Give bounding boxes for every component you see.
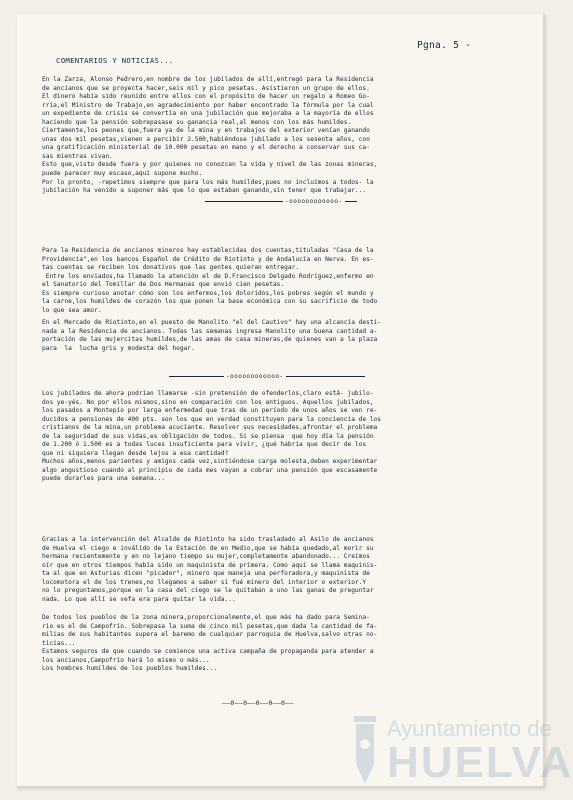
separator-dots-2 bbox=[169, 373, 365, 380]
section-title: COMENTARIOS Y NOTICIAS... bbox=[56, 56, 174, 65]
page-number: Pgna. 5 - bbox=[417, 40, 472, 51]
watermark bbox=[347, 714, 573, 794]
watermark-line-2: HUELVA bbox=[387, 738, 573, 787]
separator-dots-1 bbox=[205, 198, 357, 205]
paragraph-jubilados: Los jubilados de ahora podrían llamarse -sin pretensión de ofenderlos,claro está- jubilo- dos ye-yés. No por ellos mismos,sino en comparación con los antiguos. Aquellos jubilados, los pasados a Montepío por larga enfermedad que tras de un período de unos años se ven re- ducidos a pensiones de 400 pts. son los que en verdad constituyen para la conciencia de los cristianos de la mina,un problema acuciante. Resolver sus necesidades,afrontar el problema de la seguridad de sus vidas,es obligación de todos. Si se piensa que hoy día la pensión de 1.200 ó 1.500 es a todas luces insuficiente para vivir, ¿qué habría que decir de los que ni siquiera llegan desde lejos a esa cantidad? Muchos años,menos parientes y amigos cada vez,sintiéndose carga molesta,deben experimentar algo angustioso cuando al principio de cada mes vayan a cobrar una pensión que escasamente puede durarles para una semana... bbox=[42, 390, 381, 483]
paragraph-asilo-huelva: Gracias a la intervención del Alcalde de Riotinto ha sido trasladado al Asilo de ancianos de Huelva el ciego e inválido de la Estación de en Medio,que se había quedado,al morir su hermana recientemente y en no lejano tiempo su mujer,completamente abandonado... Creímos oír que en otros tiempos había sido un maquinista de primera. Como aquí se llama maquinis- ta al que en Asturias dicen "picador", minero que maneja una perforadora,y maquinista de locomotora el de los trenes,no llegamos a saber si fué minero del interior o exterior.Y no lo preguntamos,porque en la casa del ciego se le quitaban a uno las ganas de preguntar nada. Lo que allí se vefa era para quitar la vida... bbox=[42, 536, 378, 603]
paragraph-la-zarza: En la Zarza, Alonso Pedrero,en nombre de los jubilados de allí,entregó para la Residencia de ancianos que se proyecta hacer,seis mil y pico pesetas. Asistieron un grupo de ellos. El dinero había sido reunido entre ellos con el propósito de hacer un regalo a Romeo Go- rría,el Ministro de Trabajo,en agradecimiento por haber encontrado la fórmula por la cual un expediente de crisis se convertía en una jubilación que mejoraba a la mayoría de ellos haciendo que la pensión sobrepasase su ganancia real,al menos con los más humildes. Ciertamente,los peones que,fuera ya de la mina y en trabajos del exterior venían ganando unas dos mil pesetas,vienen a percibir 2.500,habiéndose jubilado a los sesenta años, con una gratificación ministerial de 10.000 pesetas en mano y el derecho a conservar sus ca- sas mientras vivan. Esto que,visto desde fuera y por quienes no conozcan la vida y nivel de las zonas mineras, puede parecer muy escaso,aquí supone mucho. Por lo pronto, -repetimos siempre que para los más humildes,pues no incluímos a todos- la jubilación ha venido a suponer más que lo que estaban ganando,sin tener que trabajar... bbox=[42, 76, 378, 195]
coat-of-arms-icon bbox=[351, 716, 379, 786]
paragraph-campofrio: De todos los pueblos de la zona minera,proporcionalmente,el que más ha dado para Semina- rio es el de Campofrío. Sobrepasa la suma de cinco mil pesetas,que dada la cantidad de fa- milias de sus habitantes supera el baremo de cualquier parroquia de Huelva,salvo otras no- ticias... Estamos seguros de que cuando se comience una activa campaña de propaganda para atender a los ancianos,Campofrío hará lo mismo o más... Los hombres humildes de los pueblos humildes... bbox=[42, 614, 378, 673]
separator-circles: ——0——0——0——0——0—— bbox=[222, 699, 294, 707]
document-page bbox=[17, 14, 573, 788]
separator-dots-text: -oooooooooooo- bbox=[285, 198, 343, 205]
watermark-line-1: Ayuntamiento de bbox=[387, 716, 552, 741]
paragraph-mercado-riotinto: En el Mercado de Riotinto,en el puesto de Manolito "el del Cautivo" hay una alcancía desti- nada a la Residencia de ancianos. Todas las semanas ingresa Manolito una buena cantidad a- portación de las mujercitas humildes,de las amas de casa mineras,de quienes van a la plaza para la lucha gris y modesta del hogar. bbox=[42, 319, 381, 352]
paragraph-residencia-cuentas: Para la Residencia de ancianos mineros hay establecidas dos cuentas,tituladas "Casa de la Providencia",en los bancos Español de Crédito de Riotinto y de Andalucía en Nerva. En es- tas cuentas se reciben los donativos que las gentes quieran entregar. Entre los enviados,ha llamado la atención el de D.Francisco Delgado Rodríguez,enfermo en el Sanatorio del Tomillar de Dos Hermanas que envió cien pesetas. Es siempre curioso anotar cómo son los enfermos,los doloridos,los pobres según el mundo y la carne,los humildes de corazón los que ponen la base económica con su sacrificio de todo lo que sea amor. bbox=[42, 247, 378, 314]
separator-dots-text: -oooooooooooo- bbox=[226, 373, 284, 380]
